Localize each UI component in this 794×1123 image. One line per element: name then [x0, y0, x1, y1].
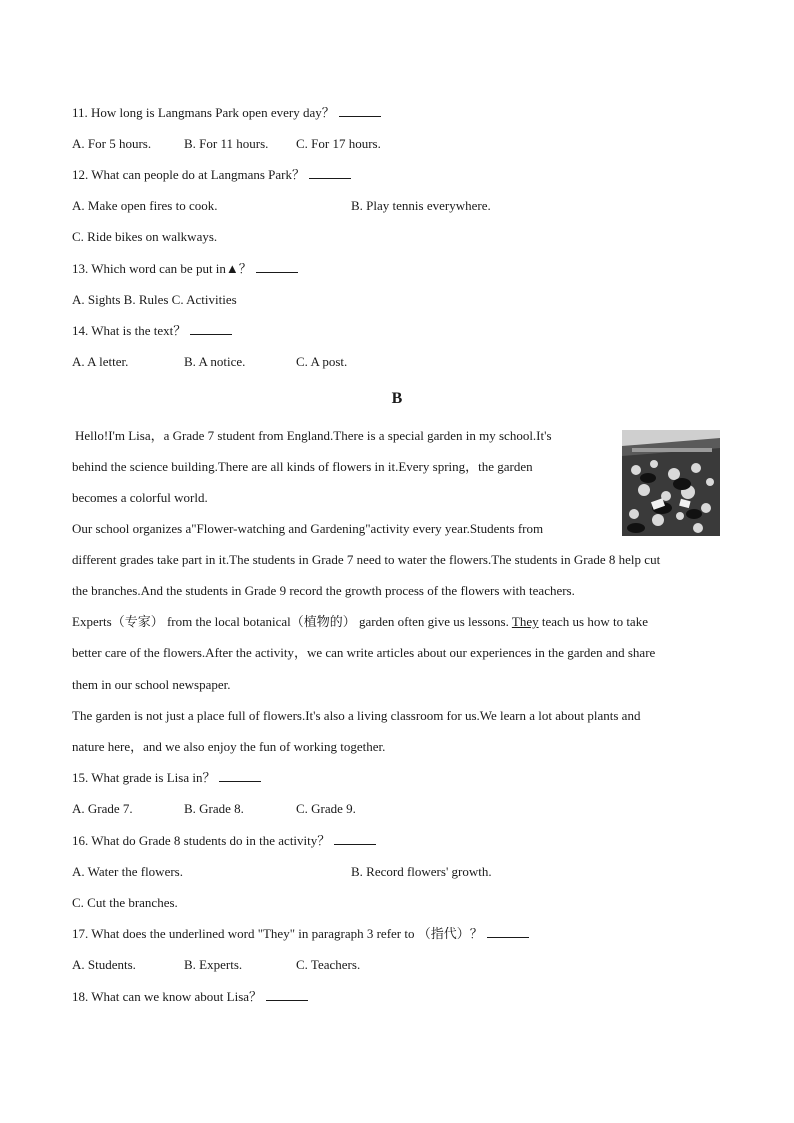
q12-option-b: B. Play tennis everywhere.: [351, 198, 491, 213]
q14-option-a: A. A letter.: [72, 354, 129, 369]
answer-blank-17[interactable]: [487, 927, 529, 938]
question-18-stem: 18. What can we know about Lisa？: [72, 989, 263, 1004]
question-16: [72, 833, 376, 849]
passage-line-7-post: teach us how to take: [538, 614, 648, 629]
question-13: [72, 261, 298, 277]
question-17-stem: 17. What does the underlined word "They" in paragraph 3 refer to （指代）？: [72, 926, 483, 941]
q14-option-c: C. A post.: [296, 354, 348, 369]
passage-line-9: them in our school newspaper.: [72, 677, 231, 692]
question-16-stem: 16. What do Grade 8 students do in the activity？: [72, 833, 331, 848]
answer-blank-18[interactable]: [266, 990, 308, 1001]
garden-photo-image: [622, 430, 720, 536]
passage-line-5: different grades take part in it.The students in Grade 7 need to water the flowers.The students in Grade 8 help cut: [72, 552, 661, 567]
q15-option-b: B. Grade 8.: [184, 801, 244, 816]
question-14-stem: 14. What is the text？: [72, 323, 187, 338]
answer-blank-13[interactable]: [256, 262, 298, 273]
q12-option-a: A. Make open fires to cook.: [72, 198, 218, 213]
answer-blank-16[interactable]: [334, 834, 376, 845]
q17-option-b: B. Experts.: [184, 957, 243, 972]
q11-option-b: B. For 11 hours.: [184, 136, 269, 151]
passage-line-8: better care of the flowers.After the activity，we can write articles about our experiences in the garden and share: [72, 645, 656, 660]
passage-line-10: The garden is not just a place full of flowers.It's also a living classroom for us.We learn a lot about plants and: [72, 708, 641, 723]
passage-line-6: the branches.And the students in Grade 9 record the growth process of the flowers with teachers.: [72, 583, 575, 598]
q16-option-c: C. Cut the branches.: [72, 895, 178, 910]
underlined-word-they: They: [511, 614, 539, 629]
q17-option-c: C. Teachers.: [296, 957, 361, 972]
q11-option-a: A. For 5 hours.: [72, 136, 152, 151]
q13-options: A. Sights B. Rules C. Activities: [72, 292, 237, 307]
question-11-stem: 11. How long is Langmans Park open every day？: [72, 105, 335, 120]
passage-line-4: Our school organizes a"Flower-watching and Gardening"activity every year.Students from: [72, 521, 544, 536]
answer-blank-14[interactable]: [190, 324, 232, 335]
passage-line-2: behind the science building.There are all kinds of flowers in it.Every spring，the garden: [72, 459, 533, 474]
answer-blank-15[interactable]: [219, 771, 261, 782]
question-14: [72, 323, 232, 339]
question-15-stem: 15. What grade is Lisa in？: [72, 770, 216, 785]
q17-option-a: A. Students.: [72, 957, 136, 972]
q16-option-b: B. Record flowers' growth.: [351, 864, 492, 879]
section-b-heading: B: [391, 390, 403, 407]
q16-option-a: A. Water the flowers.: [72, 864, 183, 879]
passage-line-7-pre: Experts（专家） from the local botanical（植物的） garden often give us lessons.: [72, 614, 509, 629]
answer-blank-12[interactable]: [309, 168, 351, 179]
question-13-stem: 13. Which word can be put in▲？: [72, 261, 252, 276]
question-17: [72, 926, 529, 942]
q14-option-b: B. A notice.: [184, 354, 246, 369]
question-15: [72, 770, 261, 786]
question-11: [72, 105, 381, 121]
passage-line-1: Hello!I'm Lisa，a Grade 7 student from England.There is a special garden in my school.It's: [75, 428, 552, 443]
question-12-stem: 12. What can people do at Langmans Park？: [72, 167, 305, 182]
question-18: [72, 989, 308, 1005]
q12-option-c: C. Ride bikes on walkways.: [72, 229, 218, 244]
q15-option-a: A. Grade 7.: [72, 801, 133, 816]
passage-line-3: becomes a colorful world.: [72, 490, 208, 505]
passage-line-11: nature here，and we also enjoy the fun of working together.: [72, 739, 386, 754]
q11-option-c: C. For 17 hours.: [296, 136, 381, 151]
garden-photo: [622, 430, 720, 536]
q15-option-c: C. Grade 9.: [296, 801, 356, 816]
answer-blank-11[interactable]: [339, 106, 381, 117]
question-12: [72, 167, 351, 183]
passage-line-7: [72, 614, 648, 630]
